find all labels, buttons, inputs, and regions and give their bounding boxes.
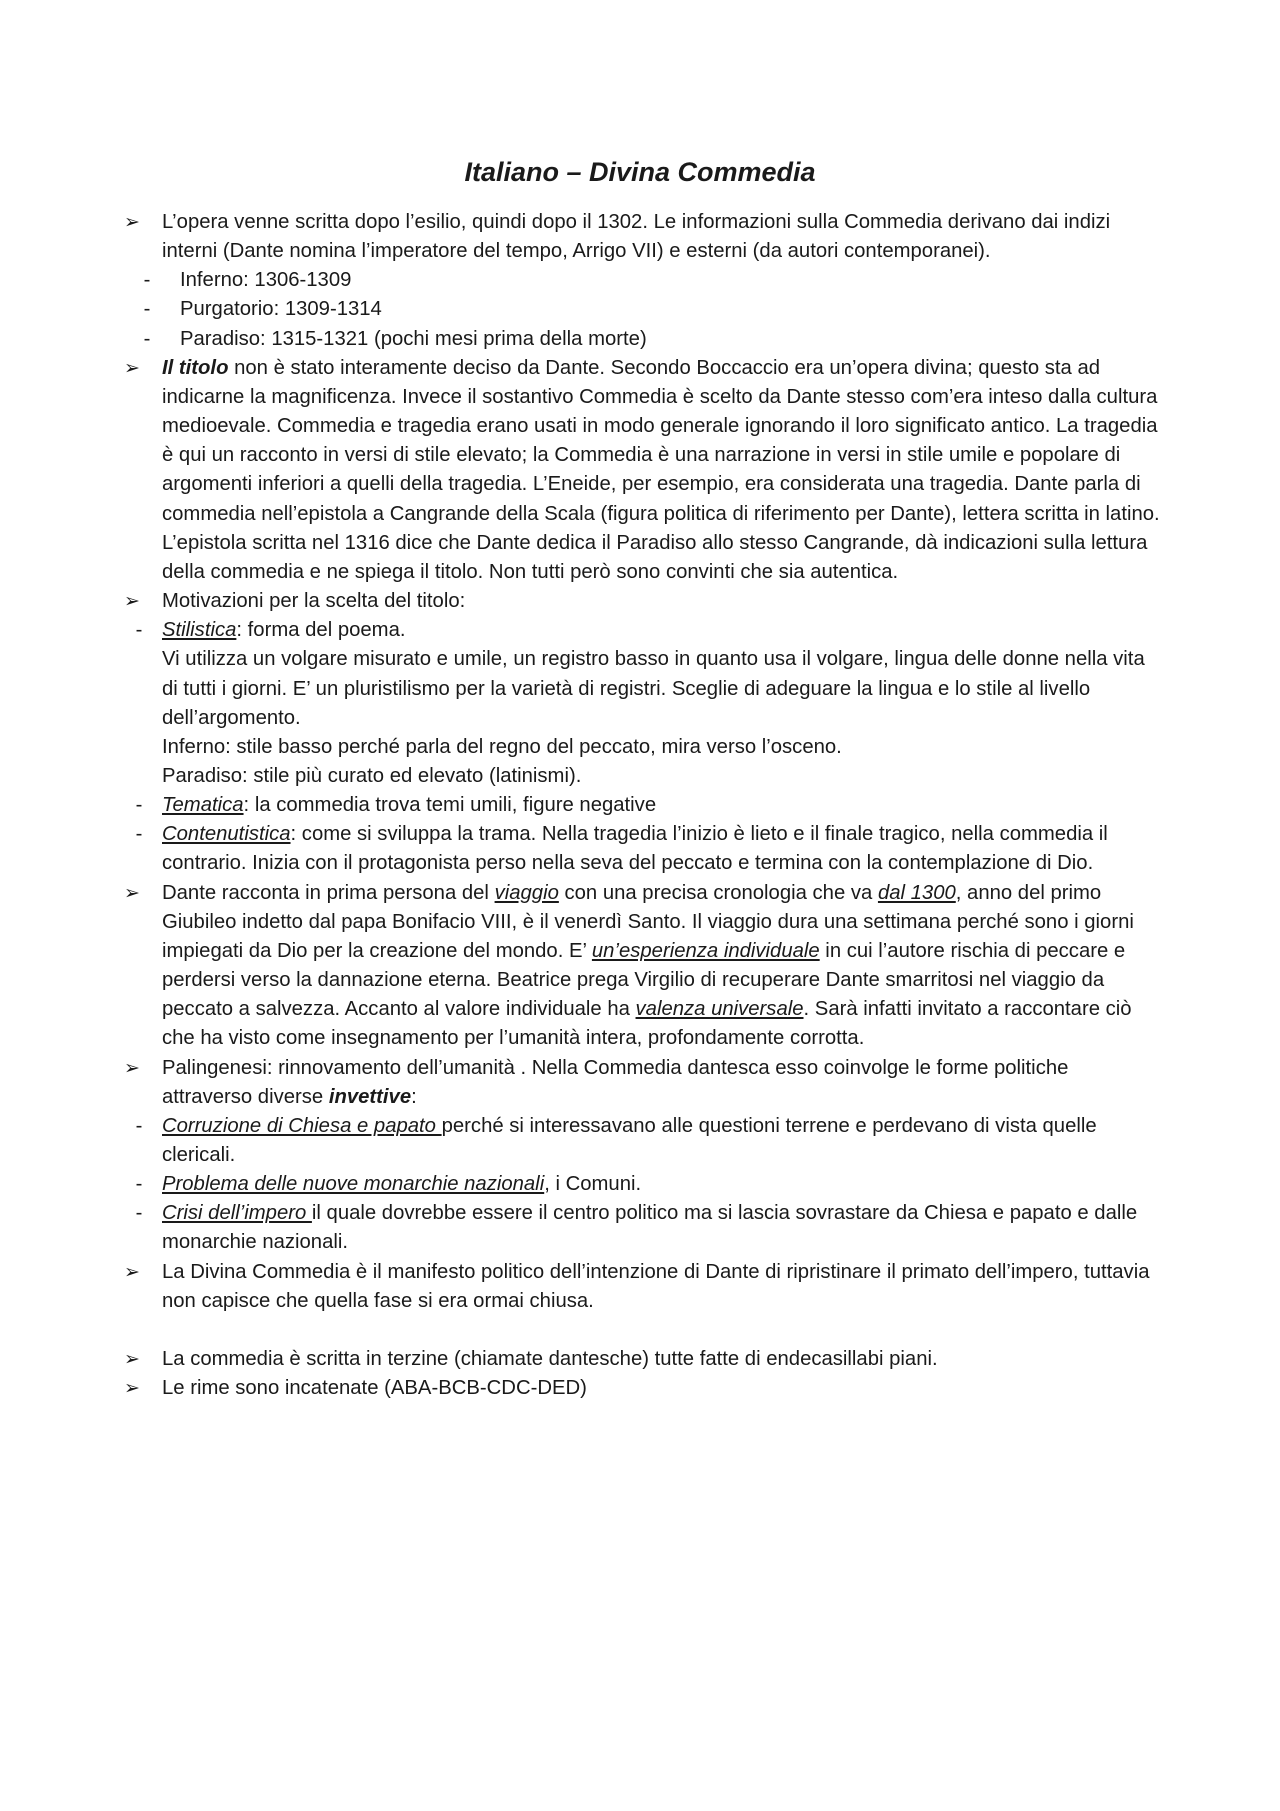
emphasis: un’esperienza individuale: [591, 939, 820, 962]
list-item-text: : la commedia trova temi umili, figure negative: [243, 794, 657, 817]
sub-paragraph: Inferno: stile basso perché parla del regno del peccato, mira verso l’osceno.: [162, 735, 842, 758]
term: Crisi dell’impero: [162, 1202, 312, 1225]
dash-bullet-icon: -: [143, 298, 151, 321]
paragraph-text: . Sarà infatti invitato a raccontare ciò che ha visto come insegnamento per l’umanità intera, profondamente corrotta.: [162, 998, 1132, 1050]
term: Tematica: [162, 794, 244, 817]
bold-emphasis: invettive: [328, 1085, 412, 1108]
arrow-bullet-icon: ➢: [124, 1261, 140, 1283]
paragraph-text: La commedia è scritta in terzine (chiamate dantesche) tutte fatte di endecasillabi piani.: [162, 1348, 938, 1371]
document-body: [124, 208, 1164, 1403]
bullet-terzine: [124, 1345, 1164, 1374]
paragraph-text: La Divina Commedia è il manifesto politico dell’intenzione di Dante di ripristinare il primato dell’impero, tuttavia non capisce che quella fase si era ormai chiusa.: [162, 1260, 1150, 1312]
invettive-list: [124, 1112, 1164, 1258]
list-item: [132, 266, 1164, 295]
list-item: [132, 295, 1164, 324]
list-item-text: : come si sviluppa la trama. Nella tragedia l’inizio è lieto e il finale tragico, nella commedia il contrario. Inizia con il protagonista perso nella seva del peccato e termina con la contemplazione di Dio.: [162, 823, 1108, 875]
term: Corruzione di Chiesa e papato: [162, 1114, 442, 1137]
emphasis: valenza universale: [635, 998, 804, 1021]
sub-paragraph: Vi utilizza un volgare misurato e umile, un registro basso in quanto usa il volgare, lingua delle donne nella vita di tutti i giorni. E’ un pluristilismo per la varietà di registri. Sceglie di adeguare la lingua e lo stile al livello dell’argomento.: [162, 648, 1145, 729]
paragraph-text: , anno del primo Giubileo indetto dal papa Bonifacio VIII, è il venerdì Santo. Il viaggio dura una settimana perché sono i giorni impiegati da Dio per la creazione del mondo. E’: [162, 881, 1134, 962]
dash-bullet-icon: -: [135, 1114, 143, 1137]
paragraph-text: con una precisa cronologia che va: [558, 881, 878, 904]
arrow-bullet-icon: ➢: [124, 882, 140, 904]
list-item: [124, 791, 1164, 820]
dash-bullet-icon: -: [135, 619, 143, 642]
paragraph-text: :: [411, 1085, 417, 1108]
paragraph-text: Motivazioni per la scelta del titolo:: [162, 590, 466, 613]
term: Stilistica: [162, 619, 237, 642]
list-item-text: : forma del poema.: [236, 619, 406, 642]
emphasis: viaggio: [494, 881, 559, 904]
emphasis: dal 1300: [877, 881, 956, 904]
arrow-bullet-icon: ➢: [124, 357, 140, 379]
paragraph-text: Le rime sono incatenate (ABA-BCB-CDC-DED): [162, 1377, 587, 1400]
paragraph-text: Palingenesi: rinnovamento dell’umanità . Nella Commedia dantesca esso coinvolge le forme politiche attraverso diverse: [162, 1056, 1069, 1108]
list-item-text: Paradiso: 1315-1321 (pochi mesi prima della morte): [180, 327, 647, 350]
list-item: [124, 1199, 1164, 1257]
list-item-text: il quale dovrebbe essere il centro politico ma si lascia sovrastare da Chiesa e papato e dalle monarchie nazionali.: [162, 1202, 1138, 1254]
list-item: [124, 1112, 1164, 1170]
list-item: [132, 325, 1164, 354]
term: Problema delle nuove monarchie nazionali: [162, 1173, 545, 1196]
term: Contenutistica: [162, 823, 291, 846]
blank-line: [124, 1316, 1164, 1345]
bullet-rime: [124, 1374, 1164, 1403]
paragraph-text: Dante racconta in prima persona del: [162, 881, 495, 904]
dash-bullet-icon: -: [143, 269, 151, 292]
bullet-titolo: [124, 354, 1164, 587]
bullet-viaggio: [124, 879, 1164, 1054]
arrow-bullet-icon: ➢: [124, 1057, 140, 1079]
list-item-text: , i Comuni.: [544, 1173, 642, 1196]
dash-bullet-icon: -: [143, 327, 151, 350]
list-item: [124, 616, 1164, 791]
paragraph-text: non è stato interamente deciso da Dante. Secondo Boccaccio era un’opera divina; questo sta ad indicarne la magnificenza. Invece il sostantivo Commedia è scelto da Dante stesso com’era inteso dalla cultura medioevale. Commedia e tragedia erano usati in modo generale ignorando il loro significato antico. La tragedia è qui un racconto in versi di stile elevato; la Commedia è una narrazione in versi in stile umile e popolare di argomenti inferiori a quelli della tragedia. L’Eneide, per esempio, era considerata una tragedia. Dante parla di commedia nell’epistola a Cangrande della Scala (figura politica di riferimento per Dante), lettera scritta in latino. L’epistola scritta nel 1316 dice che Dante dedica il Paradiso allo stesso Cangrande, dà indicazioni sulla lettura della commedia e ne spiega il titolo. Non tutti però sono convinti che sia autentica.: [162, 356, 1160, 583]
arrow-bullet-icon: ➢: [124, 591, 140, 613]
list-item: [124, 820, 1164, 878]
dash-bullet-icon: -: [135, 823, 143, 846]
arrow-bullet-icon: ➢: [124, 1349, 140, 1371]
list-item-text: perché si interessavano alle questioni terrene e perdevano di vista quelle clericali.: [162, 1114, 1097, 1166]
motivazioni-list: [124, 616, 1164, 878]
bullet-opera: [124, 208, 1164, 266]
bullet-motivazioni: [124, 587, 1164, 616]
paragraph-text: L’opera venne scritta dopo l’esilio, quindi dopo il 1302. Le informazioni sulla Commedia derivano dai indizi interni (Dante nomina l’imperatore del tempo, Arrigo VII) e esterni (da autori contemporanei).: [162, 211, 1111, 263]
dash-bullet-icon: -: [135, 794, 143, 817]
sub-paragraph: Paradiso: stile più curato ed elevato (latinismi).: [162, 764, 582, 787]
dash-bullet-icon: -: [135, 1202, 143, 1225]
cantiche-list: [132, 266, 1164, 353]
list-item-text: Purgatorio: 1309-1314: [180, 298, 382, 321]
paragraph-text: in cui l’autore rischia di peccare e perdersi verso la dannazione eterna. Beatrice prega Virgilio di recuperare Dante smarritosi nel viaggio da peccato a salvezza. Accanto al valore individuale ha: [162, 939, 1126, 1021]
list-item-text: Inferno: 1306-1309: [180, 269, 352, 292]
dash-bullet-icon: -: [135, 1173, 143, 1196]
document-title: Italiano – Divina Commedia: [464, 157, 816, 187]
arrow-bullet-icon: ➢: [124, 212, 140, 233]
list-item: [124, 1170, 1164, 1199]
bullet-palingenesi: [124, 1054, 1164, 1112]
bold-lead: Il titolo: [162, 356, 229, 379]
bullet-manifesto: [124, 1258, 1164, 1316]
arrow-bullet-icon: ➢: [124, 1378, 140, 1400]
